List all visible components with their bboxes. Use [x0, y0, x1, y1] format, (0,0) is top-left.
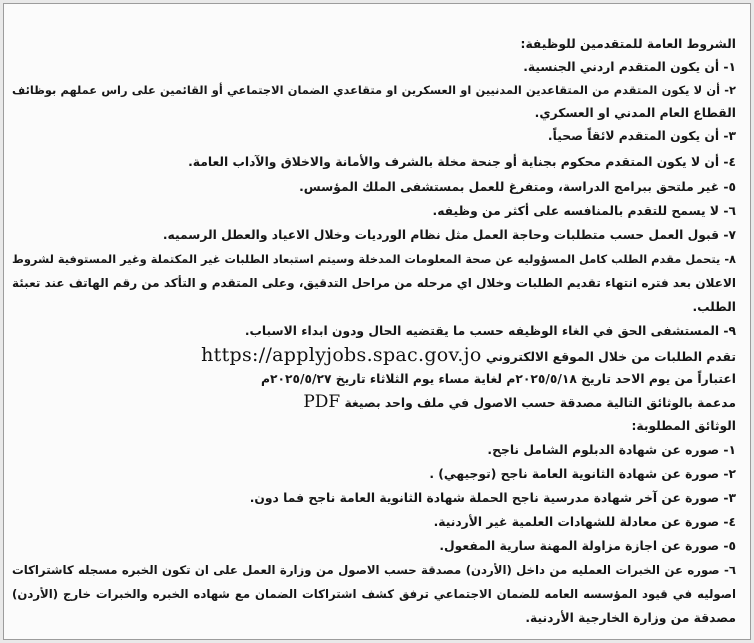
documents-title: الوثائق المطلوبة:: [631, 419, 736, 433]
condition-6: ٦- لا يسمح للتقدم بالمنافسه على أكثر من وظيفه.: [432, 204, 736, 218]
document-1: ١- صوره عن شهادة الدبلوم الشامل ناجح.: [487, 443, 736, 457]
document-5: ٥- صورة عن اجازة مزاولة المهنة سارية المفعول.: [439, 539, 736, 553]
condition-8: ٨- يتحمل مقدم الطلب كامل المسؤوليه عن صحة المعلومات المدخلة وسيتم استبعاد الطلبات غير المكتملة وغير المستوفية لشروط: [12, 252, 736, 266]
document-2: ٢- صورة عن شهادة الثانوية العامة ناجح (توجيهي) .: [429, 467, 736, 481]
docs-format-line: [12, 391, 736, 414]
document-6-end: مصدقة من وزارة الخارجية الأردنية.: [525, 611, 736, 625]
job-announcement-document: [3, 3, 751, 640]
document-3: ٣- صورة عن آخر شهادة مدرسية ناجح الحملة شهادة الثانوية العامة ناجح فما دون.: [249, 491, 736, 505]
condition-2: ٢- أن لا يكون المتقدم من المتقاعدين المدنيين او العسكرين او متقاعدي الضمان الاجتماعي أو القائمين على راس عملهم بوظائف: [12, 83, 736, 97]
condition-5: ٥- غير ملتحق ببرامج الدراسة، ومتفرغ للعمل بمستشفى الملك المؤسس.: [299, 180, 736, 194]
document-4: ٤- صورة عن معادلة للشهادات العلمية غير الأردنية.: [433, 515, 736, 529]
condition-2-continued: القطاع العام المدني او العسكري.: [534, 106, 736, 120]
apply-line: [12, 343, 736, 369]
apply-url: https://applyjobs.spac.gov.jo: [201, 344, 482, 366]
condition-4: ٤- أن لا يكون المتقدم محكوم بجناية أو جنحة مخلة بالشرف والأمانة والاخلاق والآداب العامة.: [188, 155, 736, 169]
document-6-continued: اصوليه في قيود المؤسسه العامه للضمان الاجتماعي ترفق كشف اشتراكات الضمان مع شهاده الخبره والخبرات خارج (الأردن): [12, 587, 736, 601]
condition-9: ٩- المستشفى الحق في الغاء الوظيفه حسب ما يقتضيه الحال ودون ابداء الاسباب.: [244, 324, 736, 338]
apply-prefix: تقدم الطلبات من خلال الموقع الالكتروني: [485, 350, 736, 364]
condition-3: ٣- أن يكون المتقدم لائقاً صحياً.: [547, 129, 736, 143]
document-6: ٦- صوره عن الخبرات العمليه من داخل (الأردن) مصدقة حسب الاصول من وزارة العمل على ان تكون الخبره مسجله كاشتراكات: [12, 563, 736, 577]
docs-format-prefix: مدعمة بالوثائق التالية مصدقة حسب الاصول في ملف واحد بصيغة: [344, 396, 736, 410]
condition-8-end: الطلب.: [692, 300, 736, 314]
apply-dates: اعتباراً من يوم الاحد تاريخ ٢٠٢٥/٥/١٨م لغاية مساء يوم الثلاثاء تاريخ ٢٠٢٥/٥/٢٧م: [260, 372, 736, 386]
condition-1: ١- أن يكون المتقدم اردني الجنسية.: [523, 60, 736, 74]
condition-8-continued: الاعلان بعد فتره انتهاء تقديم الطلبات وخلال اي مرحله من مراحل التدقيق، وعلى المتقدم و التأكد من رقم الهاتف عند تعبئة: [12, 276, 736, 290]
condition-7: ٧- قبول العمل حسب متطلبات وحاجة العمل مثل نظام الورديات وخلال الاعياد والعطل الرسميه.: [162, 228, 736, 242]
conditions-title: الشروط العامة للمتقدمين للوظيفة:: [520, 37, 736, 51]
pdf-format: PDF: [303, 392, 341, 412]
